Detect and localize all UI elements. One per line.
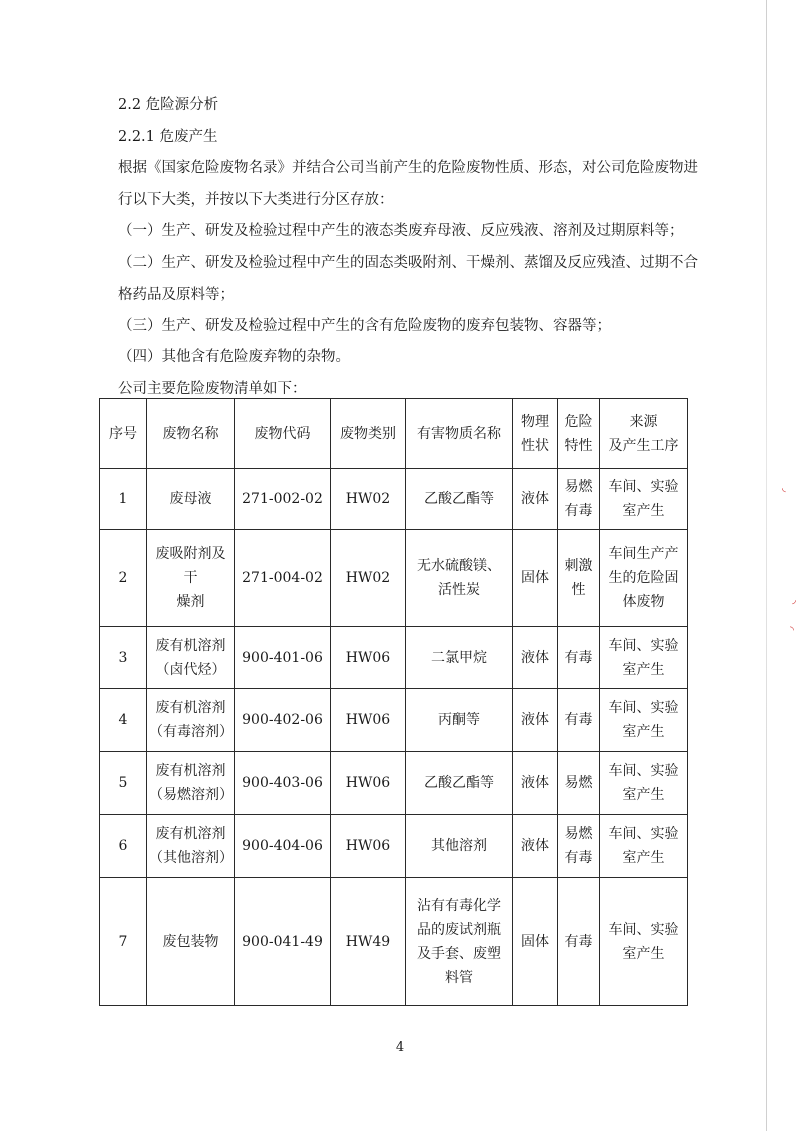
cell-code: 271-004-02 bbox=[235, 530, 331, 627]
table-header-row bbox=[100, 399, 688, 469]
cell-hazard: 刺激 性 bbox=[558, 530, 600, 627]
cell-code: 900-402-06 bbox=[235, 689, 331, 752]
cell-category: HW49 bbox=[331, 878, 406, 1006]
cell-hazardous: 二氯甲烷 bbox=[406, 627, 513, 689]
cell-source: 车间、实验 室产生 bbox=[600, 815, 688, 878]
header-category: 废物类别 bbox=[331, 399, 406, 469]
red-mark: ◝ bbox=[790, 625, 794, 636]
cell-form: 液体 bbox=[513, 689, 558, 752]
cell-hazard: 易燃 有毒 bbox=[558, 815, 600, 878]
cell-hazardous: 乙酸乙酯等 bbox=[406, 469, 513, 530]
header-source: 来源 及产生工序 bbox=[600, 399, 688, 469]
page-number: 4 bbox=[395, 1040, 405, 1055]
cell-hazard: 有毒 bbox=[558, 627, 600, 689]
cell-category: HW06 bbox=[331, 752, 406, 815]
cell-form: 液体 bbox=[513, 627, 558, 689]
list-item: （三）生产、研发及检验过程中产生的含有危险废物的废弃包装物、容器等； bbox=[118, 318, 611, 334]
cell-name: 废有机溶剂 （卤代烃） bbox=[147, 627, 235, 689]
cell-category: HW02 bbox=[331, 530, 406, 627]
table-row bbox=[100, 752, 688, 815]
header-form: 物理 性状 bbox=[513, 399, 558, 469]
cell-code: 271-002-02 bbox=[235, 469, 331, 530]
cell-name: 废包装物 bbox=[147, 878, 235, 1006]
scan-edge-line bbox=[766, 0, 767, 1131]
list-item-continuation: 格药品及原料等； bbox=[118, 287, 234, 303]
paragraph-line: 行以下大类，并按以下大类进行分区存放： bbox=[118, 192, 394, 208]
cell-hazardous: 沾有有毒化学 品的废试剂瓶 及手套、废塑 料管 bbox=[406, 878, 513, 1006]
list-item: （一）生产、研发及检验过程中产生的液态类废弃母液、反应残液、溶剂及过期原料等； bbox=[118, 223, 684, 239]
cell-hazard: 易燃 bbox=[558, 752, 600, 815]
cell-code: 900-404-06 bbox=[235, 815, 331, 878]
header-hazardous: 有害物质名称 bbox=[406, 399, 513, 469]
cell-seq: 1 bbox=[100, 469, 147, 530]
table-intro: 公司主要危险废物清单如下： bbox=[118, 381, 307, 397]
cell-hazardous: 其他溶剂 bbox=[406, 815, 513, 878]
cell-form: 固体 bbox=[513, 878, 558, 1006]
cell-seq: 7 bbox=[100, 878, 147, 1006]
cell-name: 废母液 bbox=[147, 469, 235, 530]
cell-source: 车间生产产 生的危险固 体废物 bbox=[600, 530, 688, 627]
cell-category: HW06 bbox=[331, 689, 406, 752]
cell-form: 液体 bbox=[513, 752, 558, 815]
cell-seq: 6 bbox=[100, 815, 147, 878]
cell-seq: 4 bbox=[100, 689, 147, 752]
table-row bbox=[100, 689, 688, 752]
cell-seq: 5 bbox=[100, 752, 147, 815]
paragraph-line: 根据《国家危险废物名录》并结合公司当前产生的危险废物性质、形态，对公司危险废物进 bbox=[118, 160, 698, 176]
table-row bbox=[100, 530, 688, 627]
cell-source: 车间、实验 室产生 bbox=[600, 689, 688, 752]
section-heading: 2.2 危险源分析 bbox=[118, 97, 219, 113]
header-hazard: 危险 特性 bbox=[558, 399, 600, 469]
cell-name: 废有机溶剂 （有毒溶剂） bbox=[147, 689, 235, 752]
cell-code: 900-403-06 bbox=[235, 752, 331, 815]
cell-hazard: 有毒 bbox=[558, 689, 600, 752]
cell-seq: 2 bbox=[100, 530, 147, 627]
table-row bbox=[100, 878, 688, 1006]
list-item: （四）其他含有危险废弃物的杂物。 bbox=[118, 349, 350, 365]
header-name: 废物名称 bbox=[147, 399, 235, 469]
cell-hazardous: 丙酮等 bbox=[406, 689, 513, 752]
list-item: （二）生产、研发及检验过程中产生的固态类吸附剂、干燥剂、蒸馏及反应残渣、过期不合 bbox=[118, 255, 698, 271]
cell-seq: 3 bbox=[100, 627, 147, 689]
cell-hazardous: 乙酸乙酯等 bbox=[406, 752, 513, 815]
table-row bbox=[100, 815, 688, 878]
header-seq: 序号 bbox=[100, 399, 147, 469]
cell-form: 液体 bbox=[513, 469, 558, 530]
table-row bbox=[100, 469, 688, 530]
cell-code: 900-401-06 bbox=[235, 627, 331, 689]
table-row bbox=[100, 627, 688, 689]
cell-category: HW06 bbox=[331, 627, 406, 689]
cell-form: 固体 bbox=[513, 530, 558, 627]
cell-category: HW02 bbox=[331, 469, 406, 530]
subsection-heading: 2.2.1 危废产生 bbox=[118, 129, 218, 145]
red-mark: ◟ bbox=[782, 483, 786, 494]
cell-hazardous: 无水硫酸镁、 活性炭 bbox=[406, 530, 513, 627]
red-mark: ◞ bbox=[792, 595, 796, 606]
cell-source: 车间、实验 室产生 bbox=[600, 878, 688, 1006]
cell-source: 车间、实验 室产生 bbox=[600, 627, 688, 689]
cell-form: 液体 bbox=[513, 815, 558, 878]
cell-hazard: 有毒 bbox=[558, 878, 600, 1006]
cell-source: 车间、实验 室产生 bbox=[600, 469, 688, 530]
cell-hazard: 易燃 有毒 bbox=[558, 469, 600, 530]
cell-name: 废有机溶剂 （易燃溶剂） bbox=[147, 752, 235, 815]
header-code: 废物代码 bbox=[235, 399, 331, 469]
cell-name: 废有机溶剂 （其他溶剂） bbox=[147, 815, 235, 878]
cell-category: HW06 bbox=[331, 815, 406, 878]
cell-code: 900-041-49 bbox=[235, 878, 331, 1006]
hazardous-waste-table bbox=[99, 398, 688, 1006]
cell-source: 车间、实验 室产生 bbox=[600, 752, 688, 815]
cell-name: 废吸附剂及干 燥剂 bbox=[147, 530, 235, 627]
